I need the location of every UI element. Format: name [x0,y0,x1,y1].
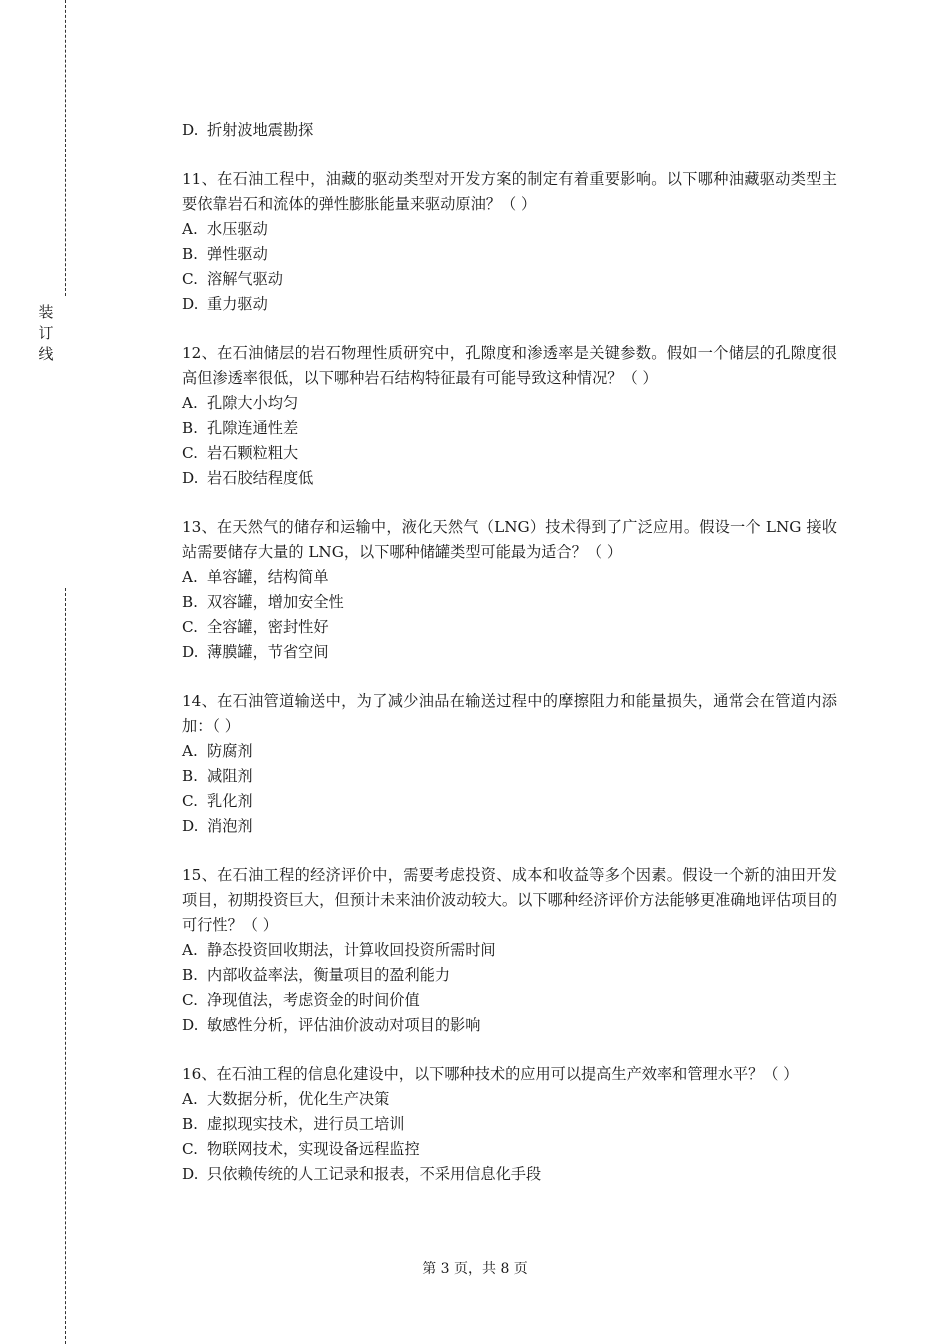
answer-option [182,1137,837,1162]
option-letter: A. [182,1090,198,1108]
answer-option [182,267,837,292]
answer-option [182,1013,837,1038]
option-text: 静态投资回收期法，计算收回投资所需时间 [207,941,496,959]
option-text: 薄膜罐，节省空间 [207,643,329,661]
question-block [182,167,837,317]
binding-label [36,302,56,365]
answer-option [182,590,837,615]
answer-option [182,242,837,267]
question-block [182,341,837,491]
answer-option [182,416,837,441]
binding-label-char: 订 [38,324,54,342]
option-text: 岩石颗粒粗大 [207,444,299,462]
option-text: 孔隙大小均匀 [207,394,299,412]
option-letter: A. [182,568,198,586]
option-text: 物联网技术，实现设备远程监控 [207,1140,420,1158]
binding-label-char: 线 [38,345,54,363]
option-letter: B. [182,593,198,611]
question-stem: 15、在石油工程的经济评价中，需要考虑投资、成本和收益等多个因素。假设一个新的油田开发项目，初期投资巨大，但预计未来油价波动较大。以下哪种经济评价方法能够更准确地评估项目的可行性？（ ） [182,866,837,934]
answer-option [182,988,837,1013]
option-text: 乳化剂 [207,792,253,810]
page-footer: 第 3 页，共 8 页 [422,1261,528,1277]
option-letter: D. [182,643,199,661]
option-text: 岩石胶结程度低 [207,469,314,487]
answer-option [182,1162,837,1187]
option-letter: A. [182,220,198,238]
option-letter: A. [182,394,198,412]
question-block [182,515,837,665]
question-list [182,167,837,1187]
option-letter: D. [182,1165,199,1183]
option-letter: D. [182,1016,199,1034]
question-stem: 16、在石油工程的信息化建设中，以下哪种技术的应用可以提高生产效率和管理水平？（ ） [182,1065,799,1083]
question-block [182,689,837,839]
answer-option [182,963,837,988]
question-stem: 13、在天然气的储存和运输中，液化天然气（LNG）技术得到了广泛应用。假设一个 LNG 接收站需要储存大量的 LNG，以下哪种储罐类型可能最为适合？（ ） [182,518,837,561]
option-text: 孔隙连通性差 [207,419,299,437]
option-text: 双容罐，增加安全性 [207,593,344,611]
option-text: 溶解气驱动 [207,270,283,288]
option-letter: C. [182,991,198,1009]
answer-option [182,814,837,839]
option-text: 折射波地震勘探 [207,121,314,139]
option-letter: C. [182,1140,198,1158]
option-letter: C. [182,444,198,462]
answer-option [182,565,837,590]
answer-option [182,640,837,665]
option-letter: D. [182,817,199,835]
option-text: 全容罐，密封性好 [207,618,329,636]
option-text: 重力驱动 [207,295,268,313]
answer-option [182,739,837,764]
option-letter: C. [182,618,198,636]
option-text: 大数据分析，优化生产决策 [207,1090,390,1108]
option-letter: A. [182,941,198,959]
binding-dashed-line-top [65,0,66,296]
binding-dashed-line-bottom [65,588,66,1344]
option-text: 只依赖传统的人工记录和报表，不采用信息化手段 [207,1165,542,1183]
option-letter: D. [182,295,199,313]
option-letter: D. [182,469,199,487]
question-content [182,118,837,1187]
answer-option [182,789,837,814]
option-text: 敏感性分析，评估油价波动对项目的影响 [207,1016,481,1034]
option-letter: C. [182,792,198,810]
option-text: 单容罐，结构简单 [207,568,329,586]
option-text: 内部收益率法，衡量项目的盈利能力 [207,966,450,984]
question-stem: 14、在石油管道输送中，为了减少油品在输送过程中的摩擦阻力和能量损失，通常会在管道内添加：（ ） [182,692,837,735]
option-text: 虚拟现实技术，进行员工培训 [207,1115,405,1133]
option-text: 水压驱动 [207,220,268,238]
option-text: 减阻剂 [207,767,253,785]
option-letter: B. [182,1115,198,1133]
option-text: 消泡剂 [207,817,253,835]
answer-option [182,938,837,963]
option-letter: B. [182,419,198,437]
binding-label-char: 装 [38,303,54,321]
question-stem: 11、在石油工程中，油藏的驱动类型对开发方案的制定有着重要影响。以下哪种油藏驱动类型主要依靠岩石和流体的弹性膨胀能量来驱动原油？（ ） [182,170,837,213]
question-stem: 12、在石油储层的岩石物理性质研究中，孔隙度和渗透率是关键参数。假如一个储层的孔隙度很高但渗透率很低，以下哪种岩石结构特征最有可能导致这种情况？（ ） [182,344,837,387]
answer-option [182,391,837,416]
question-block [182,863,837,1038]
option-text: 弹性驱动 [207,245,268,263]
option-letter: C. [182,270,198,288]
answer-option [182,441,837,466]
answer-option [182,764,837,789]
option-letter: B. [182,966,198,984]
leading-option [182,118,837,143]
answer-option [182,1112,837,1137]
answer-option [182,217,837,242]
question-block [182,1062,837,1187]
answer-option [182,615,837,640]
option-letter: D. [182,121,199,139]
answer-option [182,466,837,491]
answer-option [182,292,837,317]
option-letter: B. [182,245,198,263]
option-letter: B. [182,767,198,785]
answer-option [182,1087,837,1112]
option-letter: A. [182,742,198,760]
option-text: 防腐剂 [207,742,253,760]
option-text: 净现值法，考虑资金的时间价值 [207,991,420,1009]
